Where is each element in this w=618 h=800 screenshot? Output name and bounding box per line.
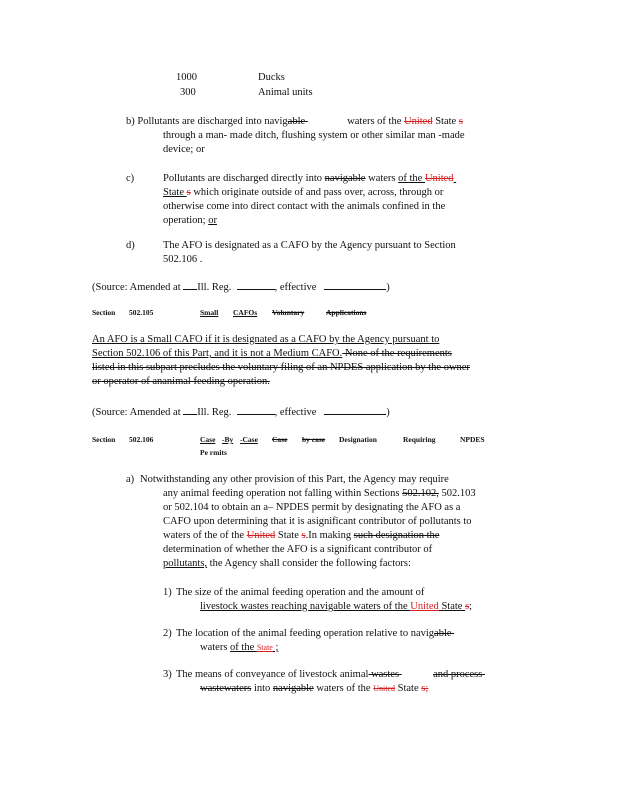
deleted-text: and process [433,669,483,680]
section-title-deleted: by case [302,435,326,444]
text: Pollutants are discharged directly into [163,173,325,184]
paragraph-line: Notwithstanding any other provision of this Part, the Agency may require [140,474,449,485]
inserted-text: of the [383,601,411,612]
text: operation; [163,215,209,226]
table-label: Animal units [258,87,313,98]
deleted-text: wastewaters [200,683,252,694]
blank-line [183,404,197,415]
source-note: (Source: Amended at Ill. Reg. , effective ) [92,279,390,294]
text: Pollutants are discharged into navig [137,116,288,127]
factor-line [176,668,488,681]
text: The means of conveyance of livestock animal [176,669,369,680]
factor-line [200,641,278,654]
blank-line [237,279,275,290]
text: (Source: Amended at [92,282,184,293]
deleted-gap [305,115,347,128]
factor-marker: 1) [163,587,172,598]
text: (Source: Amended at [92,407,184,418]
item-marker: a) [126,474,135,485]
deleted-s: s [186,187,191,198]
deleted-text: navigable [272,683,314,694]
item-c-line-3: otherwise come into direct contact with the animals confined in the [163,201,446,212]
paragraph-line: CAFO upon determining that it is asignificant contributor of pollutants to [163,516,472,527]
text: into [251,683,273,694]
section-label: Section [92,435,116,444]
text: waters of the [313,683,374,694]
paragraph-line-deleted: listed in this subpart precludes the voluntary filing of an NPDES application by the owner [92,362,470,373]
paragraph-line [163,529,439,542]
deleted-text: navigable [324,173,366,184]
deleted-united: United [424,173,454,184]
deleted-s: s; [421,683,429,694]
factor-line [200,682,428,695]
factor-line [200,600,472,613]
inserted-text: livestock wastes reaching navigable waters [200,601,384,612]
blank-line [324,404,386,415]
section-title: Small [200,308,219,317]
table-number: 1000 [176,72,197,83]
deleted-s: s [458,116,463,127]
section-label: Section [92,308,116,317]
inserted-gap [454,173,457,184]
inserted-text: Section 502.106 of this Part, and it is not a Medium CAFO. [92,348,343,359]
item-d-line-2: 502.106 . [163,254,203,265]
item-c-line-2 [163,186,443,199]
deleted-gap [399,668,433,681]
text: any animal feeding operation not falling within Sections [163,488,403,499]
deleted-gap [452,627,480,640]
factor-line: The size of the animal feeding operation and the amount of [176,587,425,598]
deleted-text: None of the requirements [342,348,452,359]
factor-marker: 2) [163,628,172,639]
section-title: CAFOs [233,308,258,317]
deleted-text: wastes [368,669,400,680]
section-title: NPDES [460,435,485,444]
inserted-text: or [208,215,217,226]
text: waters of the of the [163,530,247,541]
paragraph-line [163,557,411,570]
section-title: Designation [339,435,377,444]
item-marker: d) [126,240,135,251]
item-c-line [163,172,456,185]
text: ; [469,601,473,612]
section-title: Case [200,435,216,444]
text: State [432,116,459,127]
text: the Agency shall consider the following factors: [207,558,411,569]
text: The location of the animal feeding operation relative to navig [176,628,435,639]
text: .In making [305,530,354,541]
source-note: (Source: Amended at Ill. Reg. , effective ) [92,404,390,419]
deleted-text: able [434,628,452,639]
item-d-line: The AFO is designated as a CAFO by the Agency pursuant to Section [163,240,456,251]
section-title: -Case [240,435,258,444]
text: 502.103 [438,488,476,499]
section-title-deleted: Case [272,435,288,444]
text: , effective [274,407,317,418]
table-label: Ducks [258,72,285,83]
text: waters of the [347,116,405,127]
inserted-united: United [410,601,439,612]
section-title: Pe rmits [200,448,227,457]
section-number: 502.106 [129,435,154,444]
deleted-united: United [373,684,395,693]
deleted-s: s [465,601,470,612]
factor-marker: 3) [163,669,172,680]
paragraph-line: An AFO is a Small CAFO if it is designated as a CAFO by the Agency pursuant to [92,334,440,345]
inserted-text: pollutants, [163,558,208,569]
item-b-line-3: device; or [163,144,205,155]
table-number: 300 [180,87,196,98]
text: waters [200,642,231,653]
inserted-text: of the [230,642,257,653]
table-row [176,71,197,84]
deleted-united: United [404,116,433,127]
deleted-text: such designation the [353,530,440,541]
text: Ill. Reg. [197,407,232,418]
section-title: -By [222,435,234,444]
item-b-line-2: through a man- made ditch, flushing system or other similar man -made [163,130,465,141]
paragraph-line-deleted: or operator of ananimal feeding operation. [92,376,270,387]
inserted-text: ; [272,642,279,653]
blank-line [324,279,386,290]
inserted-text: of the [398,173,425,184]
section-number: 502.105 [129,308,154,317]
blank-line [237,404,275,415]
deleted-s: s [301,530,306,541]
factor-line [176,627,480,640]
text: State [395,683,422,694]
paragraph-line [92,347,452,360]
text: which originate outside of and pass over, across, through or [190,187,444,198]
inserted-text: State [163,187,187,198]
text: Ill. Reg. [197,282,232,293]
paragraph-line: determination of whether the AFO is a significant contributor of [163,544,433,555]
item-marker: c) [126,173,135,184]
text: waters [365,173,399,184]
deleted-text: able [287,116,306,127]
text: , effective [274,282,317,293]
item-c-line-4 [163,214,217,227]
inserted-state: State [256,643,273,652]
item-marker: b) [126,116,135,127]
blank-line [183,279,197,290]
deleted-gap [482,668,488,681]
paragraph-line [163,487,476,500]
section-title-deleted: Applications [326,308,367,317]
text: State [275,530,302,541]
inserted-text: State [438,601,466,612]
section-title-deleted: Voluntary [272,308,305,317]
deleted-text: 502.102, [402,488,439,499]
paragraph-line: or 502.104 to obtain an a– NPDES permit by designating the AFO as a [163,502,461,513]
section-title: Requiring [403,435,436,444]
item-b-line [126,115,463,128]
deleted-united: United [246,530,276,541]
